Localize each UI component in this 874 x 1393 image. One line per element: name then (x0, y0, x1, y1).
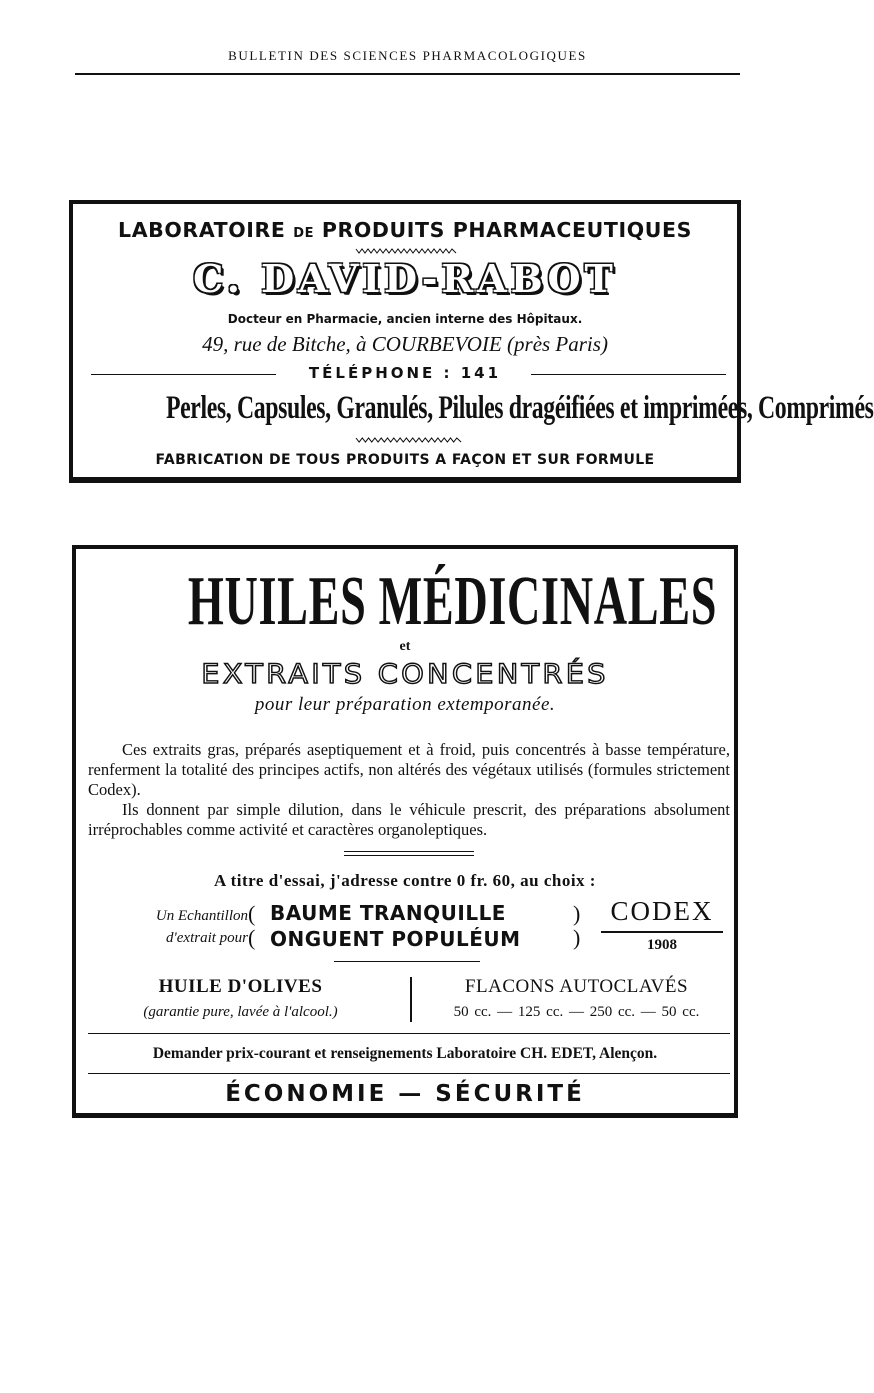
trial-offer: A titre d'essai, j'adresse contre 0 fr. 60, au choix : (214, 871, 596, 890)
description (88, 740, 730, 840)
lab-word: LABORATOIRE (118, 218, 286, 242)
flask-sizes: 50 cc. — 125 cc. — 250 cc. — 50 cc. (453, 1004, 700, 1020)
extraits-heading: EXTRAITS CONCENTRÉS (201, 659, 609, 690)
choice-onguent: ONGUENT POPULÉUM (270, 927, 521, 951)
sample-label (88, 905, 248, 949)
olive-oil-note: (garantie pure, lavée à l'alcool.) (143, 1004, 338, 1020)
telephone: TÉLÉPHONE : 141 (308, 364, 502, 382)
choice-baume: BAUME TRANQUILLE (270, 901, 506, 925)
rule-before-slogan (88, 1073, 730, 1074)
et-word: et (399, 639, 411, 654)
sample-label-line2: d'extrait pour (166, 930, 248, 946)
lab-de: DE (293, 226, 315, 241)
slogan: ÉCONOMIE — SÉCURITÉ (225, 1081, 585, 1107)
ad-david-rabot (69, 200, 874, 483)
codex-year: 1908 (647, 937, 677, 953)
vertical-divider (410, 977, 412, 1022)
subtitle: pour leur préparation extemporanée. (254, 694, 556, 715)
paragraph-2: Ils donnent par simple dilution, dans le véhicule prescrit, des préparations absolument irréprochables comme activité et caractères organoleptiques. (88, 800, 730, 839)
address: 49, rue de Bitche, à COURBEVOIE (près Paris) (202, 332, 608, 356)
separator-rule (334, 961, 480, 962)
rule-before-contact (88, 1033, 730, 1034)
sample-label-line1: Un Echantillon (155, 908, 248, 924)
laboratory-heading (73, 218, 737, 242)
wave-ornament-bottom (356, 437, 461, 443)
paragraph-1: Ces extraits gras, préparés aseptiquement et à froid, puis concentrés à basse température, renferment la totalité des principes actifs, non altérés des végétaux utilisés (formules strictement Codex). (88, 740, 730, 799)
right-brace: ) ) (573, 901, 581, 950)
flasks-heading: FLACONS AUTOCLAVÉS (464, 976, 689, 997)
left-brace: ( ( (248, 901, 256, 950)
products-line: Perles, Capsules, Granulés, Pilules dragéifiées et imprimées, Comprimés (165, 390, 874, 426)
ad-title: HUILES MÉDICINALES (187, 563, 718, 640)
double-rule (344, 851, 474, 856)
product-choices (270, 900, 570, 952)
olive-oil-heading: HUILE D'OLIVES (158, 976, 323, 997)
doctor-title: Docteur en Pharmacie, ancien interne des Hôpitaux. (227, 312, 583, 326)
company-name: C. DAVID-RABOT (193, 256, 617, 301)
wave-ornament-top (356, 248, 456, 254)
codex-rule (601, 931, 723, 933)
contact-line: Demander prix-courant et renseignements Laboratoire CH. EDET, Alençon. (152, 1045, 658, 1062)
lab-products: PRODUITS PHARMACEUTIQUES (321, 218, 692, 242)
codex-label: CODEX (610, 896, 714, 926)
running-header: BULLETIN DES SCIENCES PHARMACOLOGIQUES (228, 48, 587, 63)
fabrication-line: FABRICATION DE TOUS PRODUITS A FAÇON ET SUR FORMULE (155, 452, 655, 468)
telephone-rule-right (531, 374, 726, 375)
ad-huiles-medicinales (72, 545, 738, 1118)
header-rule (75, 73, 740, 75)
